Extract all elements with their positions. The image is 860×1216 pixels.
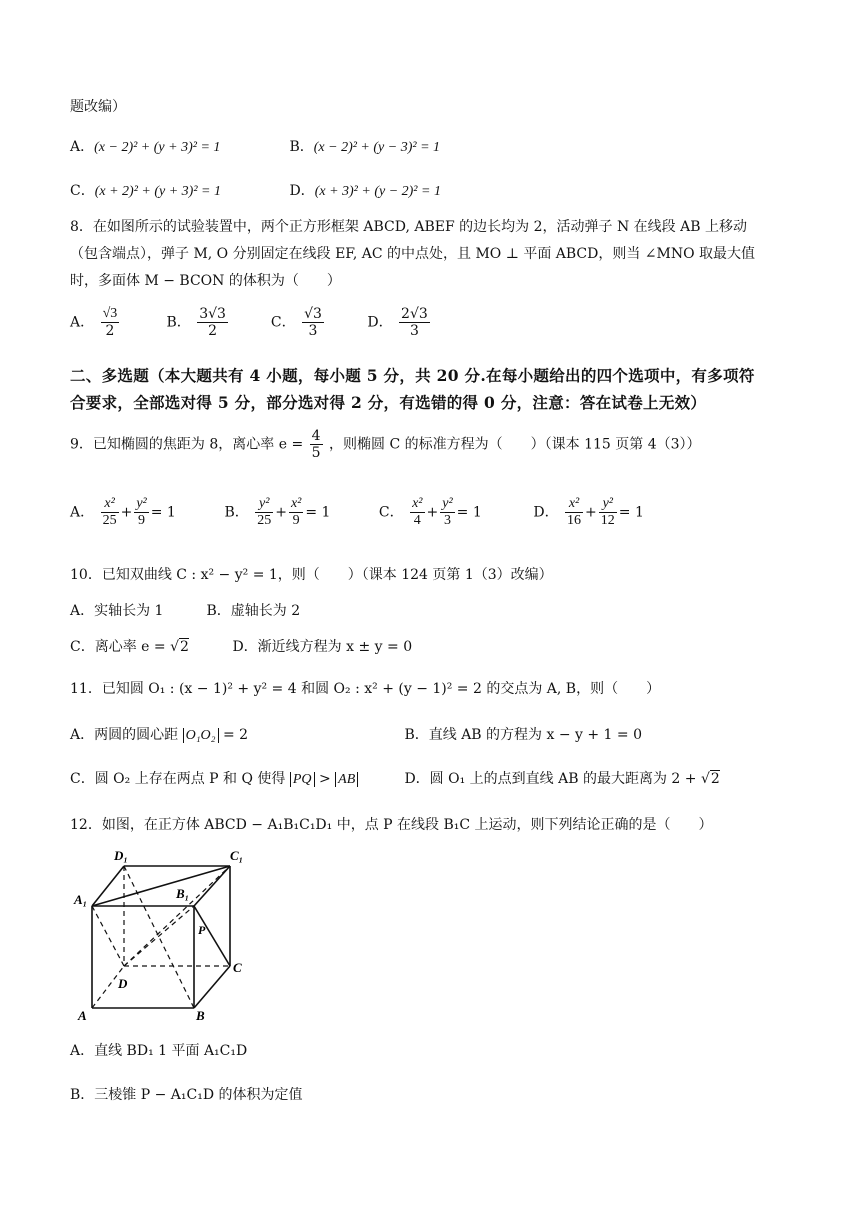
q7-option-d: D．(x + 3)² + (y − 2)² = 1 xyxy=(289,183,441,199)
q8-line1: 8．在如图所示的试验装置中，两个正方形框架 ABCD, ABEF 的边长均为 2，活动弹子 N 在线段 AB 上移动 xyxy=(70,219,747,235)
q11-option-c: C．圆 O₂ 上存在两点 P 和 Q 使得 PQ > AB xyxy=(70,768,400,788)
q12-option-b: B．三棱锥 P − A₁C₁D 的体积为定值 xyxy=(70,1087,303,1103)
q10-option-c: C．离心率 e = √2 xyxy=(70,639,189,655)
q9-option-a: A． $\frac{\text{x²}}{25}$ + $\frac{\text{y²}}{9}$ = 1 xyxy=(70,496,176,529)
q11-option-a: A．两圆的圆心距 O₁O₂ = 2 xyxy=(70,727,249,743)
q7-options-row1 xyxy=(70,136,440,156)
q8-option-d: D． $\frac{2√3}{3}$ xyxy=(367,306,428,340)
q10-options-row1 xyxy=(70,600,300,620)
label-c1: C₁ xyxy=(230,848,244,863)
q10-stem: 10．已知双曲线 C : x² − y² = 1，则（ ）（课本 124 页第 1（3）改编） xyxy=(70,567,553,583)
label-b: B xyxy=(196,1008,205,1023)
q11-option-d: D．圆 O₁ 上的点到直线 AB 的最大距离为 2 + √2 xyxy=(404,771,720,787)
q9-option-b: B． $\frac{\text{y²}}{25}$ + $\frac{\text{x²}}{9}$ = 1 xyxy=(224,496,331,529)
q12-option-a: A．直线 BD₁ 1 平面 A₁C₁D xyxy=(70,1043,248,1059)
q8-option-c: C． $\frac{√3}{3}$ xyxy=(270,306,322,340)
q8-line3: 时，多面体 M − BCON 的体积为（ ） xyxy=(70,273,341,289)
label-p: P xyxy=(198,923,206,937)
q10-options-row2 xyxy=(70,636,412,656)
label-d: D xyxy=(118,976,128,991)
q12-stem: 12．如图，在正方体 ABCD − A₁B₁C₁D₁ 中，点 P 在线段 B₁C 上运动，则下列结论正确的是（ ） xyxy=(70,817,713,833)
q11-stem: 11．已知圆 O₁ : (x − 1)² + y² = 4 和圆 O₂ : x² + (y − 1)² = 2 的交点为 A, B，则（ ） xyxy=(70,681,661,697)
q7-tail: 题改编） xyxy=(70,99,126,115)
q8-option-a: A． $\frac{√3}{2}$ xyxy=(70,306,118,340)
q10-option-a: A．实轴长为 1 xyxy=(70,603,164,619)
q7-options-row2 xyxy=(70,180,441,200)
q7-option-b: B．(x − 2)² + (y − 3)² = 1 xyxy=(289,139,441,155)
q11-options-row1 xyxy=(70,724,642,744)
label-a: A xyxy=(78,1008,87,1023)
q10-option-d: D．渐近线方程为 x ± y = 0 xyxy=(232,639,413,655)
q9-stem: 9．已知椭圆的焦距为 8，离心率 e = $\frac{4}{5}$ ，则椭圆 C 的标准方程为（ ）（课本 115 页第 4（3）） xyxy=(70,428,701,462)
q7-option-c: C．(x + 2)² + (y + 3)² = 1 xyxy=(70,183,221,199)
q8-option-b: B． $\frac{3√3}{2}$ xyxy=(166,306,226,340)
q8-options xyxy=(70,306,432,339)
label-b1: B₁ xyxy=(176,886,190,901)
q10-option-b: B．虚轴长为 2 xyxy=(206,603,301,619)
q9-options xyxy=(70,496,644,529)
label-a1: A₁ xyxy=(74,892,88,907)
q8-line2: （包含端点），弹子 M, O 分别固定在线段 EF, AC 的中点处，且 MO ⊥ 平面 ABCD，则当 ∠MNO 取最大值 xyxy=(70,246,756,262)
label-c: C xyxy=(233,960,242,975)
q9-option-d: D． $\frac{\text{x²}}{16}$ + $\frac{\text{y²}}{12}$ = 1 xyxy=(533,496,644,529)
q11-option-b: B．直线 AB 的方程为 x − y + 1 = 0 xyxy=(404,727,643,743)
q11-options-row2 xyxy=(70,768,720,788)
section2-title-line1: 二、多选题（本大题共有 4 小题，每小题 5 分，共 20 分.在每小题给出的四个选项中，有多项符 xyxy=(70,366,755,385)
q9-option-c: C． $\frac{\text{x²}}{4}$ + $\frac{\text{y²}}{3}$ = 1 xyxy=(378,496,482,529)
cube-figure xyxy=(70,842,260,1024)
label-d1: D₁ xyxy=(114,848,128,863)
q7-option-a: A．(x − 2)² + (y + 3)² = 1 xyxy=(70,139,221,155)
section2-title-line2: 合要求，全部选对得 5 分，部分选对得 2 分，有选错的得 0 分，注意：答在试卷上无效） xyxy=(70,393,707,412)
